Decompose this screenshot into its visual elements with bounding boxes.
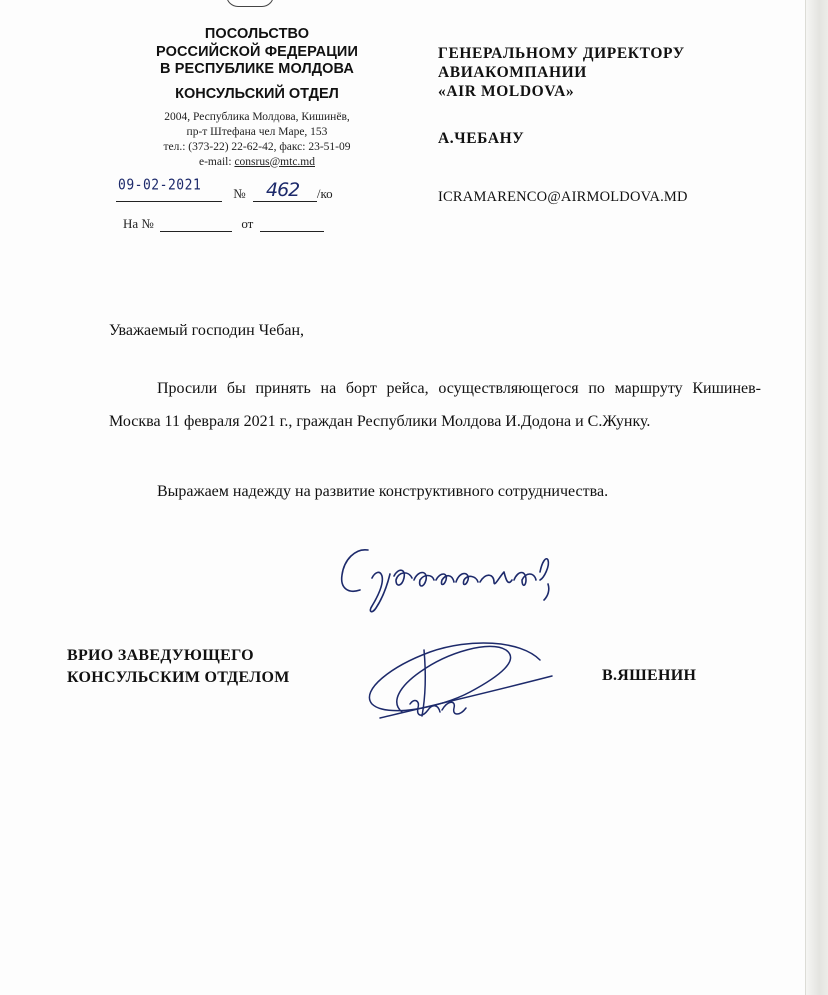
sender-address-line: тел.: (373-22) 22-62-42, факс: 23-51-09 [163, 140, 351, 153]
ot-label: от [241, 216, 254, 231]
addressee-name: А.ЧЕБАНУ [438, 130, 525, 147]
sender-email-line [98, 155, 416, 170]
sender-address-line: 2004, Республика Молдова, Кишинёв, [164, 110, 350, 123]
addressee-line: «AIR MOLDOVA» [438, 83, 575, 100]
addressee-line: ГЕНЕРАЛЬНОМУ ДИРЕКТОРУ [438, 45, 685, 62]
sender-org-line: РОССИЙСКОЙ ФЕДЕРАЦИИ [156, 43, 358, 60]
sender-address-line: пр-т Штефана чел Маре, 153 [186, 125, 328, 138]
outgoing-date: 09-02-2021 [118, 176, 202, 195]
sender-email-label: e-mail: [199, 155, 235, 168]
outgoing-number: 462 [266, 179, 300, 201]
na-label: На № [123, 216, 154, 231]
sender-org-line: ПОСОЛЬСТВО [204, 26, 310, 42]
ot-blank [260, 217, 324, 232]
addressee-email[interactable]: ICRAMARENCO@AIRMOLDOVA.MD [438, 189, 688, 205]
sender-department: КОНСУЛЬСКИЙ ОТДЕЛ [175, 85, 339, 102]
body-paragraph: Просили бы принять на борт рейса, осуществляющегося по маршруту Кишинев-Москва 11 февраля 2021 г., граждан Республики Молдова И.Додона и С.Жунку. [109, 380, 761, 430]
handwritten-closing [342, 550, 549, 612]
signatory-name: В.ЯШЕНИН [602, 667, 697, 684]
sender-address [98, 110, 416, 170]
number-suffix: /ко [316, 186, 333, 201]
incoming-ref-line [123, 216, 324, 232]
number-sign: № [233, 186, 246, 201]
sender-org-line: В РЕСПУБЛИКЕ МОЛДОВА [160, 61, 354, 77]
na-blank [160, 217, 232, 232]
salutation: Уважаемый господин Чебан, [109, 322, 304, 339]
sender-email[interactable]: consrus@mtc.md [234, 155, 315, 168]
signature-mark [369, 643, 552, 718]
body-paragraph: Выражаем надежду на развитие конструктивного сотрудничества. [157, 483, 609, 500]
signatory-title-line: КОНСУЛЬСКИМ ОТДЕЛОМ [67, 669, 290, 686]
emblem-icon [226, 0, 274, 7]
addressee-line: АВИАКОМПАНИИ [438, 64, 587, 81]
signatory-title [67, 645, 290, 689]
page-edge [805, 0, 828, 995]
addressee-block [438, 44, 758, 205]
sender-block [98, 26, 416, 170]
signatory-title-line: ВРИО ЗАВЕДУЮЩЕГО [67, 647, 254, 664]
